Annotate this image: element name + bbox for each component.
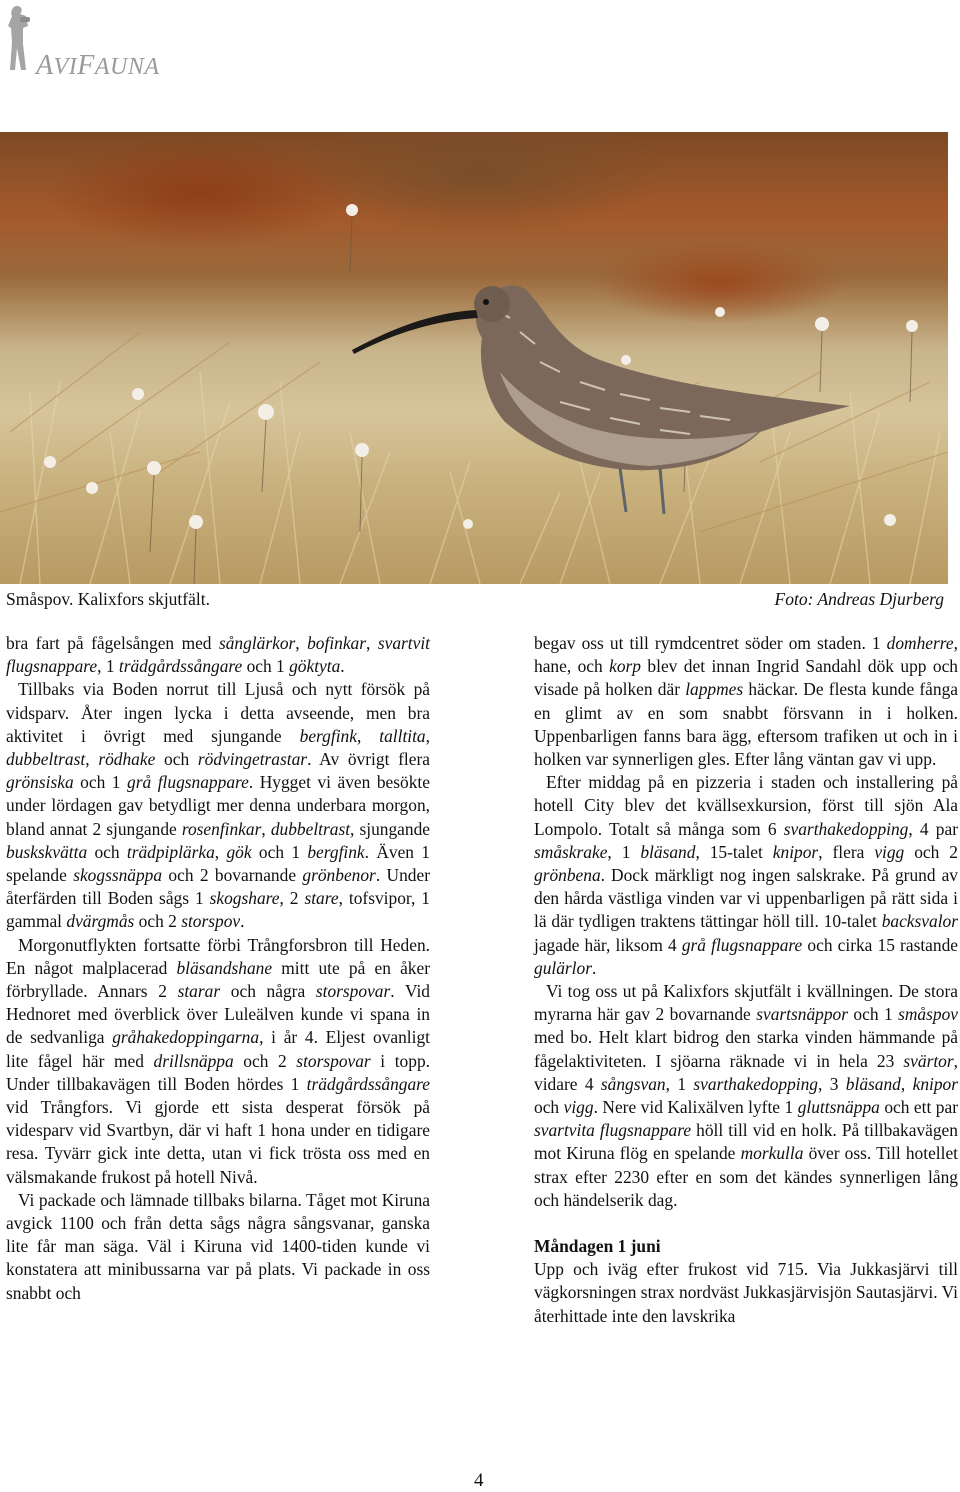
logo-wordmark: AVIFAUNA [36,50,160,81]
photo-caption: Småspov. Kalixfors skjutfält. [6,589,210,609]
avifauna-logo [6,4,206,81]
paragraph: Efter middag på en pizzeria i staden och installering på hotell City blev det kvällsexkursion, först till sjön Ala Lompolo. Totalt så många som 6 svarthakedopping, 4 par småskrake, 1 bläsand, 15-talet knipor, flera vigg och 2 grönbena. Dock märkligt nog ingen salskrake. På grund av den hårda västliga vinden var vi uppenbarligen på rätt sida i lä där tydligen traktens tättingar höll till. 10-talet backsvalor jagade här, liksom 4 grå flugsnappare och cirka 15 rastande gulärlor. [534,772,958,978]
paragraph: bra fart på fågelsången med sånglärkor, bofinkar, svartvit flugsnappare, 1 trädgårdssångare och 1 göktyta. [6,633,430,677]
paragraph: Tillbaks via Boden norrut till Ljuså och nytt försök på vidsparv. Åter ingen lycka i detta avseende, men bra aktivitet i övrigt med sjungande bergfink, talltita, dubbeltrast, rödhake och rödvingetrastar. Av övrigt flera grönsiska och 1 grå flugsnappare. Hygget vi även besökte under lördagen gav betydligt mer denna underbara morgon, bland annat 2 sjungande rosenfinkar, dubbeltrast, sjungande buskskvätta och trädpiplärka, gök och 1 bergfink. Även 1 spelande skogssnäppa och 2 bovarnande grönbenor. Under återfärden till Boden sågs 1 skogshare, 2 stare, tofsvipor, 1 gammal dvärgmås och 2 storspov. [6,679,430,932]
section-heading: Måndagen 1 juni [534,1236,661,1257]
bird-photo [0,132,948,584]
left-column [6,632,430,1305]
birdwatcher-icon [6,4,36,74]
right-column [534,632,958,1328]
photo-credit: Foto: Andreas Djurberg [774,589,944,609]
paragraph: Morgonutflykten fortsatte förbi Trångforsbron till Heden. En något malplacerad bläsandshane mitt ute på en åker förbryllade. Annars 2 starar och några storspovar. Vid Hednoret med överblick över Luleälven kunde vi spana in de sedvanliga gråhakedoppingarna, i år 4. Eljest ovanligt lite fågel här med drillsnäppa och 2 storspovar i topp. Under tillbakavägen till Boden hördes 1 trädgårdssångare vid Trångfors. Vi gjorde ett sista desperat försök på videsparv vid Svartbyn, där vi haft 1 hona under en tidigare resa. Tyvärr gick inte detta, utan vi fick trösta oss med en välsmakande frukost på hotell Nivå. [6,934,430,1187]
paragraph: Vi tog oss ut på Kalixfors skjutfält i kvällningen. De stora myrarna här gav 2 bovarnande svartsnäppor och 1 småspov med bo. Helt klart bidrog den starka vinden hämmande på fågelaktiviteten. I sjöarna räknade vi in hela 23 svärtor, vidare 4 sångsvan, 1 svarthakedopping, 3 bläsand, knipor och vigg. Nere vid Kalixälven lyfte 1 gluttsnäppa och ett par svartvita flugsnappare höll till vid en holk. På tillbakavägen mot Kiruna flög en spelande morkulla över oss. Till hotellet strax efter 2230 efter en som det kändes synnerligen lång och händelserik dag. [534,981,958,1210]
paragraph: Vi packade och lämnade tillbaks bilarna. Tåget mot Kiruna avgick 1100 och från detta sågs några sångsvanar, ganska lite får man säga. Väl i Kiruna vid 1400-tiden kunde vi konstatera att minibussarna var på plats. Vi packade in oss snabbt och [6,1189,430,1303]
page-number: 4 [474,1470,484,1491]
paragraph: Upp och iväg efter frukost vid 715. Via Jukkasjärvi till vägkorsningen strax nordväst Jukkasjärvisjön Sautasjärvi. Vi återhittade inte den lavskrika [534,1259,958,1326]
paragraph: begav oss ut till rymdcentret söder om staden. 1 domherre, hane, och korp blev det innan Ingrid Sandahl dök upp och visade på holken där lappmes häckar. De flesta kunde fånga en glimt av en som snabbt försvann in i holken. Uppenbarligen fanns bara ägg, eftersom trafiken ut och in i holken var synnerligen gles. Efter lång väntan gav vi upp. [534,633,958,770]
